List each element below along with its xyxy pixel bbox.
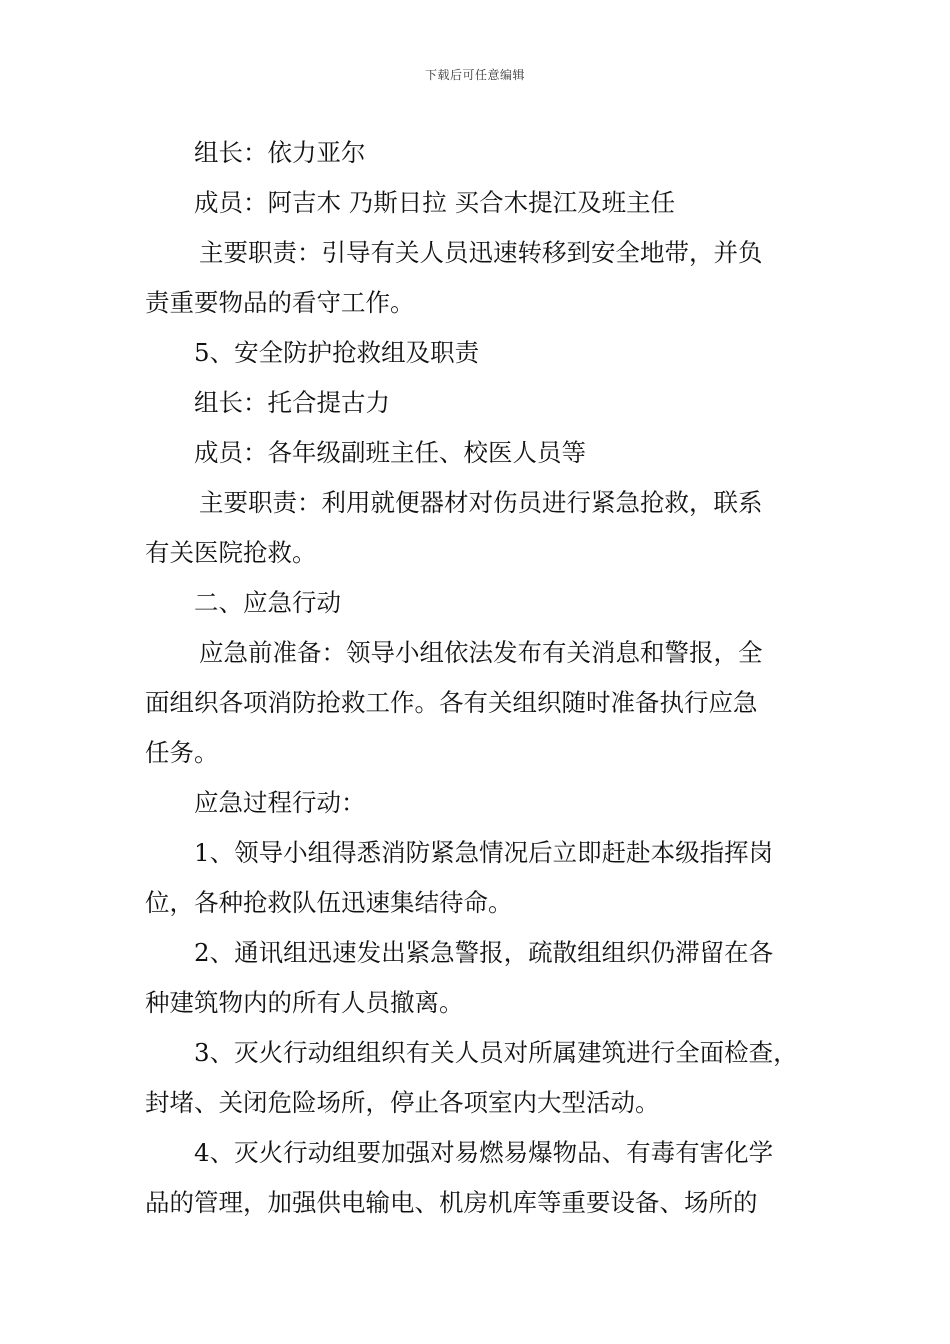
paragraph-line: 4、灭火行动组要加强对易燃易爆物品、有毒有害化学 xyxy=(194,1138,774,1167)
paragraph-line: 主要职责：利用就便器材对伤员进行紧急抢救，联系 xyxy=(199,488,763,517)
page-header: 下载后可任意编辑 xyxy=(424,68,525,82)
paragraph-line: 任务。 xyxy=(145,738,219,767)
paragraph-line: 组长：托合提古力 xyxy=(194,388,390,417)
paragraph-line: 主要职责：引导有关人员迅速转移到安全地带，并负 xyxy=(199,238,763,267)
section-heading: 二、应急行动 xyxy=(194,588,341,617)
paragraph-line: 应急过程行动： xyxy=(194,788,366,817)
section-heading: 5、安全防护抢救组及职责 xyxy=(194,338,480,367)
paragraph-line: 封堵、关闭危险场所，停止各项室内大型活动。 xyxy=(145,1088,660,1117)
paragraph-line: 位，各种抢救队伍迅速集结待命。 xyxy=(145,888,513,917)
paragraph-line: 面组织各项消防抢救工作。各有关组织随时准备执行应急 xyxy=(145,688,758,717)
paragraph-line: 种建筑物内的所有人员撤离。 xyxy=(145,988,464,1017)
paragraph-line: 成员：阿吉木 乃斯日拉 买合木提江及班主任 xyxy=(194,188,676,217)
document-body xyxy=(145,128,815,1228)
paragraph-line: 应急前准备：领导小组依法发布有关消息和警报，全 xyxy=(199,638,763,667)
paragraph-line: 2、通讯组迅速发出紧急警报，疏散组组织仍滞留在各 xyxy=(194,938,774,967)
paragraph-line: 组长：依力亚尔 xyxy=(194,138,366,167)
paragraph-line: 责重要物品的看守工作。 xyxy=(145,288,415,317)
paragraph-line: 品的管理，加强供电输电、机房机库等重要设备、场所的 xyxy=(145,1188,758,1217)
paragraph-line: 1、领导小组得悉消防紧急情况后立即赶赴本级指挥岗 xyxy=(194,838,774,867)
paragraph-line: 成员：各年级副班主任、校医人员等 xyxy=(194,438,586,467)
paragraph-line: 3、灭火行动组组织有关人员对所属建筑进行全面检查， xyxy=(194,1038,798,1067)
paragraph-line: 有关医院抢救。 xyxy=(145,538,317,567)
